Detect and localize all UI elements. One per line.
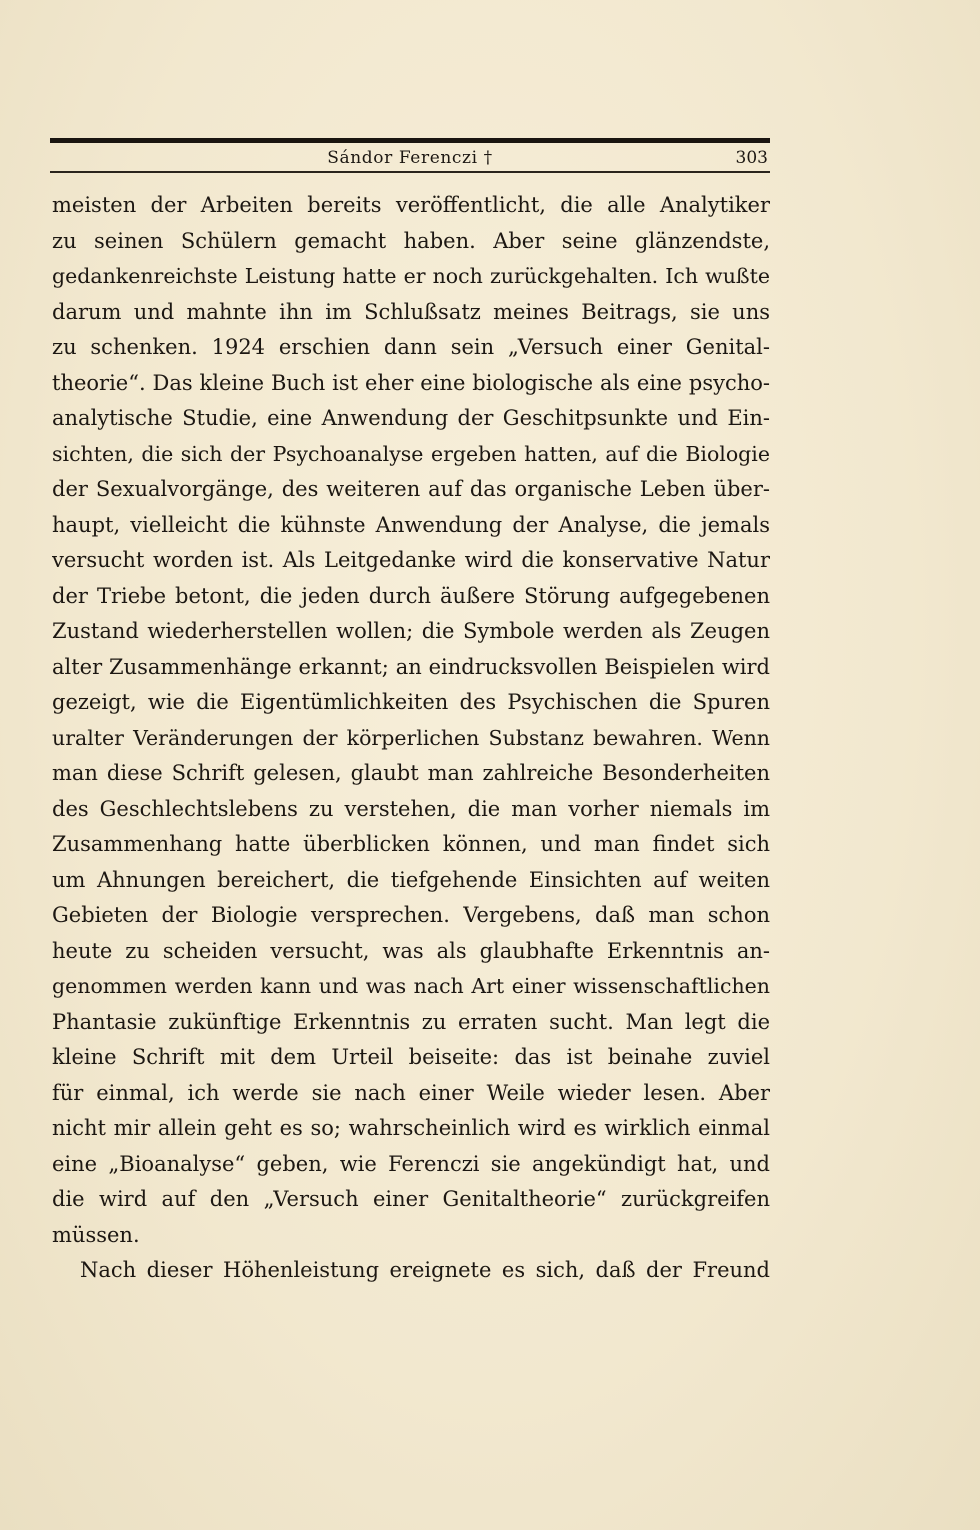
text-line: man diese Schrift gelesen, glaubt man zahlreiche Besonderheiten <box>52 761 770 785</box>
text-line: müssen. <box>52 1222 140 1247</box>
text-line: um Ahnungen bereichert, die tiefgehende Einsichten auf weiten <box>52 867 770 892</box>
text-line: Phantasie zukünftige Erkenntnis zu erraten sucht. Man legt die <box>52 1009 770 1034</box>
text-line: theorie“. Das kleine Buch ist eher eine biologische als eine psycho- <box>52 370 770 395</box>
page-number: 303 <box>735 148 768 168</box>
text-line: alter Zusammenhänge erkannt; an eindrucksvollen Beispielen wird <box>52 654 770 679</box>
text-line: nicht mir allein geht es so; wahrscheinlich wird es wirklich einmal <box>52 1116 770 1140</box>
text-line: haupt, vielleicht die kühnste Anwendung der Analyse, die jemals <box>52 512 770 537</box>
text-line: kleine Schrift mit dem Urteil beiseite: das ist beinahe zuviel <box>52 1045 770 1069</box>
text-line: der Triebe betont, die jeden durch äußere Störung aufgegebenen <box>52 583 770 608</box>
text-line: meisten der Arbeiten bereits veröffentlicht, die alle Analytiker <box>52 193 770 217</box>
text-line: genommen werden kann und was nach Art einer wissenschaftlichen <box>52 974 770 998</box>
paragraph-start-line: Nach dieser Höhenleistung ereignete es sich, daß der Freund <box>80 1258 770 1282</box>
text-line: uralter Veränderungen der körperlichen Substanz bewahren. Wenn <box>52 725 770 750</box>
text-line: heute zu scheiden versucht, was als glaubhafte Erkenntnis an- <box>52 938 770 963</box>
text-line: für einmal, ich werde sie nach einer Weile wieder lesen. Aber <box>52 1080 770 1105</box>
text-line: des Geschlechtslebens zu verstehen, die man vorher niemals im <box>52 796 770 821</box>
text-line: eine „Bioanalyse“ geben, wie Ferenczi sie angekündigt hat, und <box>52 1151 770 1176</box>
header-underline <box>50 171 770 173</box>
text-line: darum und mahnte ihn im Schlußsatz meines Beitrags, sie uns <box>52 299 770 324</box>
text-line: zu schenken. 1924 erschien dann sein „Versuch einer Genital- <box>52 335 770 359</box>
running-title: Sándor Ferenczi † <box>327 148 493 168</box>
text-line: Zusammenhang hatte überblicken können, und man findet sich <box>52 832 770 856</box>
text-line: versucht worden ist. Als Leitgedanke wird die konservative Natur <box>52 548 770 572</box>
text-line: gezeigt, wie die Eigentümlichkeiten des Psychischen die Spuren <box>52 690 770 714</box>
text-line: Gebieten der Biologie versprechen. Vergebens, daß man schon <box>52 903 770 927</box>
text-line: sichten, die sich der Psychoanalyse ergeben hatten, auf die Biologie <box>52 441 770 466</box>
body-text <box>52 188 770 1289</box>
text-line: der Sexualvorgänge, des weiteren auf das organische Leben über- <box>52 477 770 501</box>
header-rule <box>50 138 770 143</box>
text-line: Zustand wiederherstellen wollen; die Symbole werden als Zeugen <box>52 619 770 643</box>
text-line: die wird auf den „Versuch einer Genitaltheorie“ zurückgreifen <box>52 1187 770 1211</box>
text-line: analytische Studie, eine Anwendung der Geschitpsunkte und Ein- <box>52 406 770 430</box>
text-line: zu seinen Schülern gemacht haben. Aber seine glänzendste, <box>52 228 770 253</box>
text-line: gedankenreichste Leistung hatte er noch zurückgehalten. Ich wußte <box>52 264 770 288</box>
